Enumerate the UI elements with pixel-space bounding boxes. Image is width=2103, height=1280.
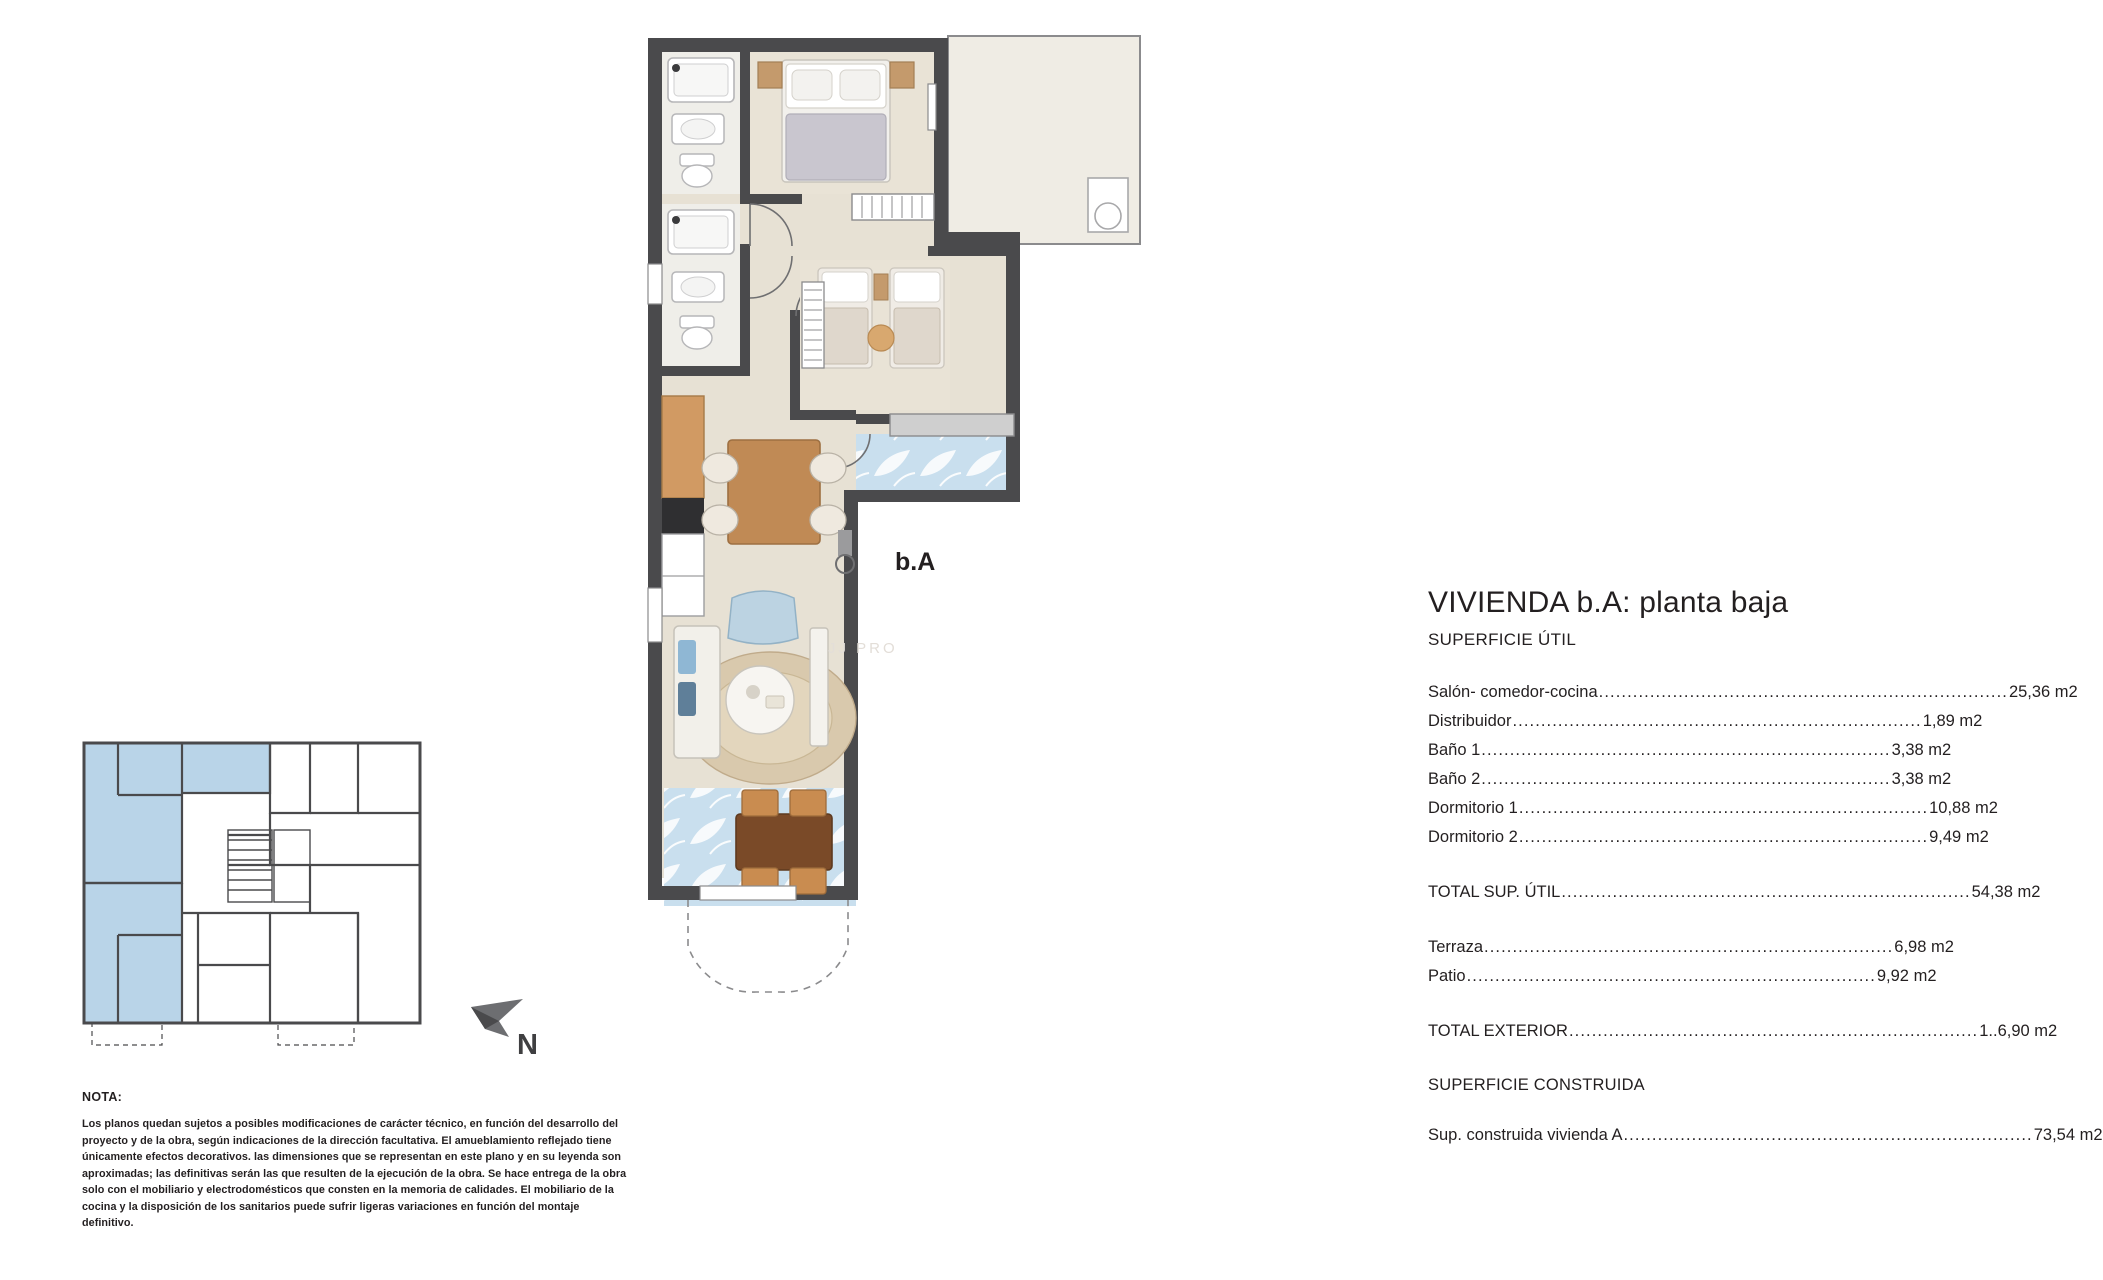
dot-leader: ........................................................................ xyxy=(1568,1022,1979,1040)
area-label: Baño 2 xyxy=(1428,770,1481,788)
area-row xyxy=(1428,678,2078,707)
total-exterior-label: TOTAL EXTERIOR xyxy=(1428,1022,1568,1040)
dot-leader: ........................................................................ xyxy=(1484,938,1894,956)
panel-title: VIVIENDA b.A: planta baja xyxy=(1428,586,1789,619)
area-row xyxy=(1428,736,1952,765)
area-value: 10,88 m2 xyxy=(1929,799,1998,817)
bathroom-2 xyxy=(662,204,740,366)
total-exterior-value: 1..6,90 m2 xyxy=(1979,1022,2058,1040)
area-row xyxy=(1428,962,1937,991)
exterior-area-list xyxy=(1428,933,1954,991)
bathroom-1 xyxy=(662,52,740,194)
area-row xyxy=(1428,794,1998,823)
total-useful-row xyxy=(1428,878,2041,907)
key-plan xyxy=(78,735,433,1065)
area-row xyxy=(1428,707,1983,736)
built-area-value: 73,54 m2 xyxy=(2033,1126,2103,1144)
dot-leader: ........................................................................ xyxy=(1518,799,1929,817)
area-value: 6,98 m2 xyxy=(1894,938,1954,956)
spacer xyxy=(1428,907,1858,933)
dot-leader: ........................................................................ xyxy=(1518,828,1929,846)
north-arrow xyxy=(465,985,555,1075)
area-value: 1,89 m2 xyxy=(1922,712,1983,730)
useful-area-list xyxy=(1428,678,2078,852)
area-label: Salón- comedor-cocina xyxy=(1428,683,1598,701)
dot-leader: ........................................................................ xyxy=(1598,683,2008,701)
note-block xyxy=(82,1090,627,1232)
area-value: 9,49 m2 xyxy=(1929,828,1989,846)
entry-outline xyxy=(688,900,848,992)
area-row xyxy=(1428,933,1954,962)
area-value: 25,36 m2 xyxy=(2008,683,2078,701)
dot-leader: ........................................................................ xyxy=(1512,712,1922,730)
built-area-heading: SUPERFICIE CONSTRUIDA xyxy=(1428,1076,1645,1094)
built-area-row xyxy=(1428,1121,2103,1150)
north-letter: N xyxy=(517,1029,538,1061)
unit-label: b.A xyxy=(895,548,936,576)
area-value: 3,38 m2 xyxy=(1891,770,1952,788)
area-value: 3,38 m2 xyxy=(1891,741,1952,759)
built-area-label: Sup. construida vivienda A xyxy=(1428,1126,1623,1144)
area-row xyxy=(1428,765,1952,794)
area-label: Dormitorio 2 xyxy=(1428,828,1518,846)
kitchen xyxy=(662,396,704,616)
note-body: Los planos quedan sujetos a posibles modificaciones de carácter técnico, en función del desarrollo del proyecto y de la obra, según indicaciones de la dirección facultativa. El amueblamiento reflejado tiene únicamente efectos decorativos. las dimensiones que se representan en este plano y en su leyenda son aproximadas; las definitivas serán las que resulten de la ejecución de la obra. Se hace entrega de la obra solo con el mobiliario y electrodomésticos que consten en la memoria de calidades. El mobiliario de la cocina y la disposición de los sanitarios puede sufrir ligeras variaciones en función del montaje definitivo. xyxy=(82,1118,627,1229)
dot-leader: ........................................................................ xyxy=(1561,883,1971,901)
patio-area xyxy=(948,36,1140,244)
area-label: Baño 1 xyxy=(1428,741,1481,759)
terrace-upper xyxy=(856,434,1016,498)
area-label: Terraza xyxy=(1428,938,1484,956)
dot-leader: ........................................................................ xyxy=(1623,1126,2033,1144)
area-label: Dormitorio 1 xyxy=(1428,799,1518,817)
spacer xyxy=(1428,852,1858,878)
area-row xyxy=(1428,823,1989,852)
floor-plan-drawing xyxy=(640,28,1290,1098)
panel-subtitle: SUPERFICIE ÚTIL xyxy=(1428,630,1577,649)
dot-leader: ........................................................................ xyxy=(1466,967,1876,985)
watermark: JJ PRO xyxy=(828,640,898,657)
spacer xyxy=(1428,991,1858,1017)
area-label: Distribuidor xyxy=(1428,712,1512,730)
total-exterior-row xyxy=(1428,1017,2058,1046)
note-title: NOTA: xyxy=(82,1090,123,1104)
total-useful-value: 54,38 m2 xyxy=(1971,883,2041,901)
area-value: 9,92 m2 xyxy=(1876,967,1937,985)
area-label: Patio xyxy=(1428,967,1466,985)
total-useful-label: TOTAL SUP. ÚTIL xyxy=(1428,883,1561,901)
dot-leader: ........................................................................ xyxy=(1481,741,1891,759)
info-panel xyxy=(1428,586,2103,1150)
dot-leader: ........................................................................ xyxy=(1481,770,1891,788)
